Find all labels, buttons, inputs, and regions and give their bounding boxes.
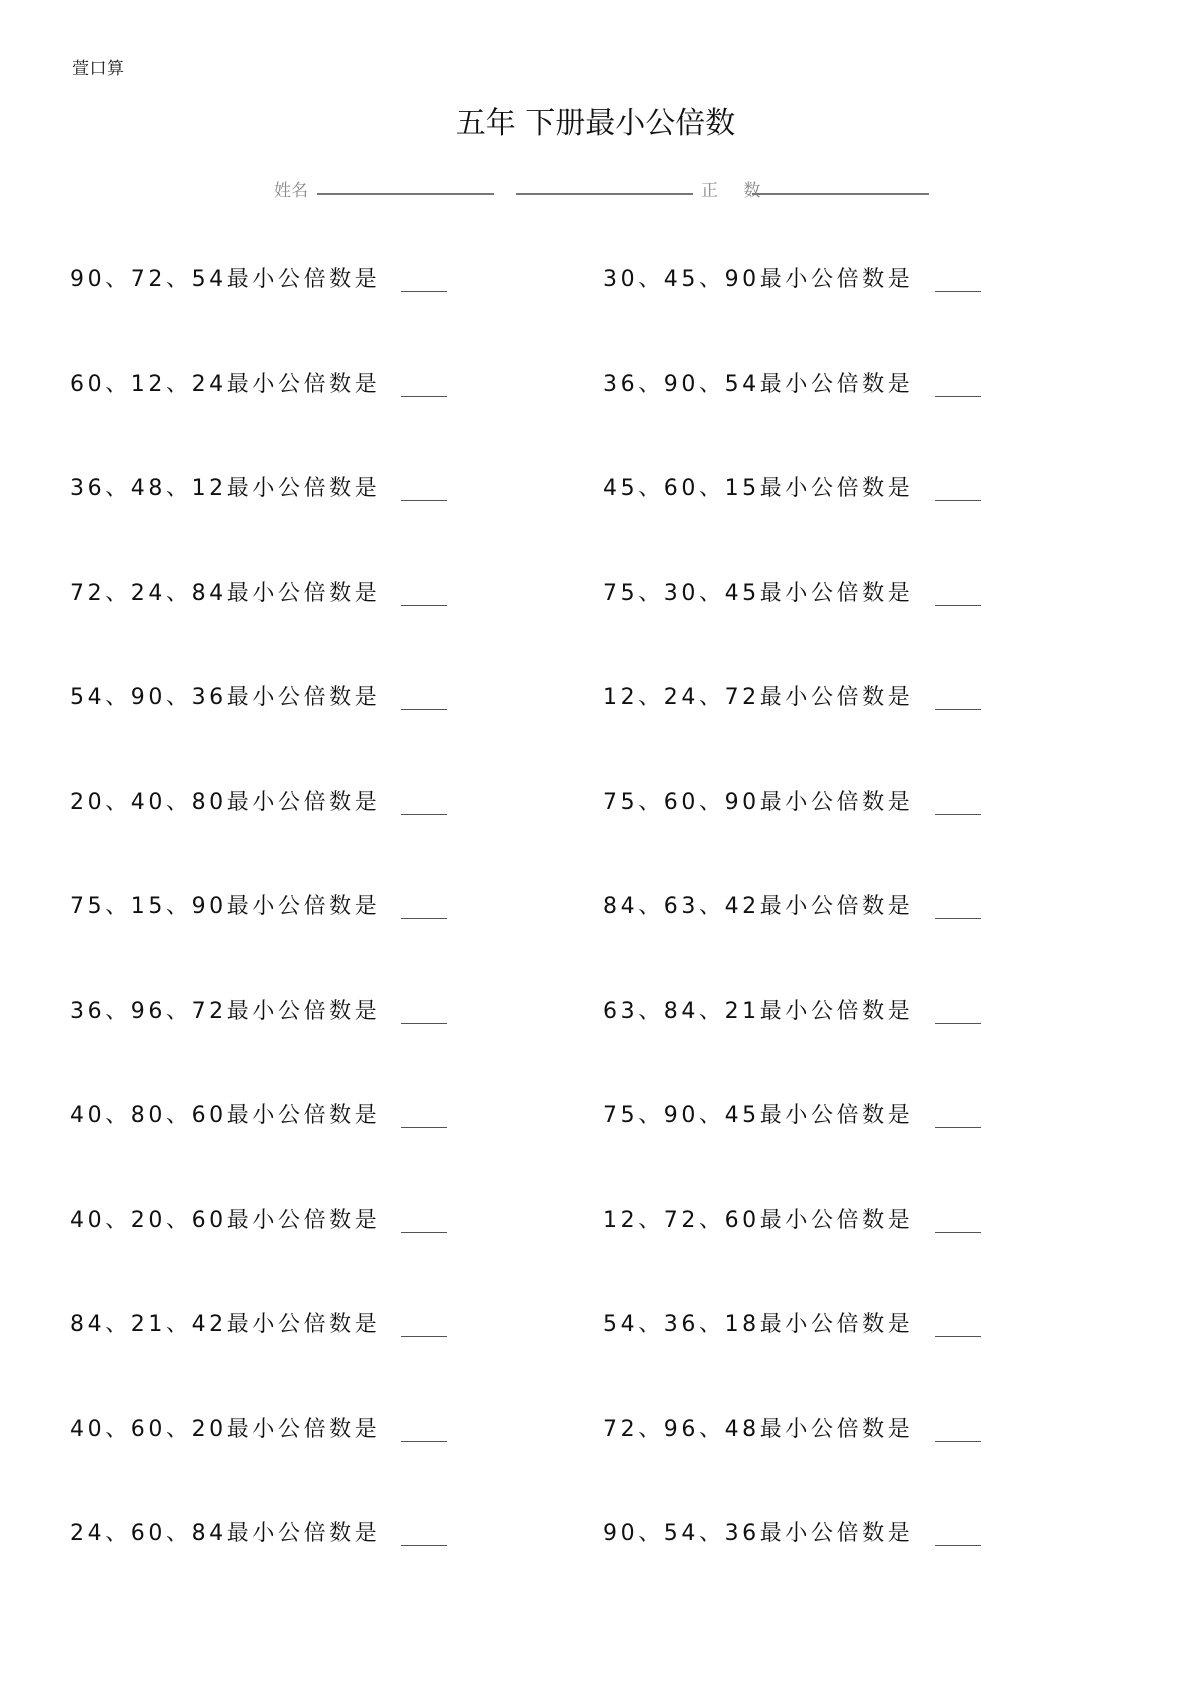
blank-field[interactable]	[516, 193, 693, 195]
problem-row	[0, 670, 1191, 775]
header-label: 萱口算	[72, 59, 125, 79]
problem-text: 63、84、21最小公倍数是	[603, 998, 914, 1024]
answer-blank[interactable]	[935, 500, 981, 501]
problem-text: 36、90、54最小公倍数是	[603, 371, 914, 397]
problem-row	[0, 984, 1191, 1089]
answer-blank[interactable]	[935, 814, 981, 815]
answer-blank[interactable]	[935, 1127, 981, 1128]
answer-blank[interactable]	[935, 291, 981, 292]
answer-blank[interactable]	[401, 1232, 447, 1233]
student-info-row	[0, 176, 1191, 206]
answer-blank[interactable]	[401, 500, 447, 501]
answer-blank[interactable]	[935, 918, 981, 919]
answer-blank[interactable]	[401, 1127, 447, 1128]
page-title: 五年 下册最小公倍数	[455, 106, 736, 141]
answer-blank[interactable]	[401, 1023, 447, 1024]
answer-blank[interactable]	[401, 1545, 447, 1546]
answer-blank[interactable]	[935, 396, 981, 397]
problem-text: 60、12、24最小公倍数是	[70, 371, 381, 397]
answer-blank[interactable]	[401, 1336, 447, 1337]
problem-row	[0, 879, 1191, 984]
problem-text: 72、24、84最小公倍数是	[70, 580, 381, 606]
problem-text: 75、90、45最小公倍数是	[603, 1103, 914, 1128]
problem-text: 12、24、72最小公倍数是	[603, 685, 914, 710]
score-field[interactable]	[752, 193, 929, 195]
problem-text: 40、20、60最小公倍数是	[70, 1207, 381, 1233]
answer-blank[interactable]	[935, 709, 981, 710]
problem-text: 20、40、80最小公倍数是	[70, 789, 381, 815]
problem-text: 40、80、60最小公倍数是	[70, 1103, 381, 1128]
problem-text: 54、90、36最小公倍数是	[70, 685, 381, 710]
problem-row	[0, 1193, 1191, 1298]
problem-row	[0, 1088, 1191, 1193]
problem-row	[0, 461, 1191, 566]
problem-text: 40、60、20最小公倍数是	[70, 1416, 381, 1442]
answer-blank[interactable]	[401, 814, 447, 815]
answer-blank[interactable]	[401, 1441, 447, 1442]
problem-text: 24、60、84最小公倍数是	[70, 1521, 381, 1546]
problem-row	[0, 357, 1191, 462]
answer-blank[interactable]	[935, 1232, 981, 1233]
problem-text: 12、72、60最小公倍数是	[603, 1207, 914, 1233]
problem-text: 84、63、42最小公倍数是	[603, 894, 914, 919]
answer-blank[interactable]	[401, 918, 447, 919]
answer-blank[interactable]	[401, 291, 447, 292]
problem-text: 72、96、48最小公倍数是	[603, 1416, 914, 1442]
answer-blank[interactable]	[401, 709, 447, 710]
answer-blank[interactable]	[935, 1545, 981, 1546]
problem-text: 30、45、90最小公倍数是	[603, 267, 914, 292]
problem-text: 36、96、72最小公倍数是	[70, 998, 381, 1024]
problem-text: 45、60、15最小公倍数是	[603, 476, 914, 501]
problem-row	[0, 252, 1191, 357]
problem-text: 90、72、54最小公倍数是	[70, 267, 381, 292]
problem-text: 75、15、90最小公倍数是	[70, 894, 381, 919]
problem-list	[0, 252, 1191, 1611]
problem-text: 90、54、36最小公倍数是	[603, 1521, 914, 1546]
answer-blank[interactable]	[935, 605, 981, 606]
problem-row	[0, 566, 1191, 671]
problem-row	[0, 1402, 1191, 1507]
problem-text: 54、36、18最小公倍数是	[603, 1312, 914, 1337]
problem-row	[0, 1506, 1191, 1611]
answer-blank[interactable]	[935, 1441, 981, 1442]
answer-blank[interactable]	[935, 1336, 981, 1337]
answer-blank[interactable]	[401, 605, 447, 606]
problem-row	[0, 1297, 1191, 1402]
answer-blank[interactable]	[401, 396, 447, 397]
answer-blank[interactable]	[935, 1023, 981, 1024]
problem-text: 75、60、90最小公倍数是	[603, 789, 914, 815]
name-label: 姓名	[274, 181, 308, 201]
name-field[interactable]	[317, 193, 494, 195]
problem-text: 36、48、12最小公倍数是	[70, 476, 381, 501]
problem-text: 75、30、45最小公倍数是	[603, 580, 914, 606]
score-label: 正 数	[701, 181, 771, 201]
problem-row	[0, 775, 1191, 880]
problem-text: 84、21、42最小公倍数是	[70, 1312, 381, 1337]
